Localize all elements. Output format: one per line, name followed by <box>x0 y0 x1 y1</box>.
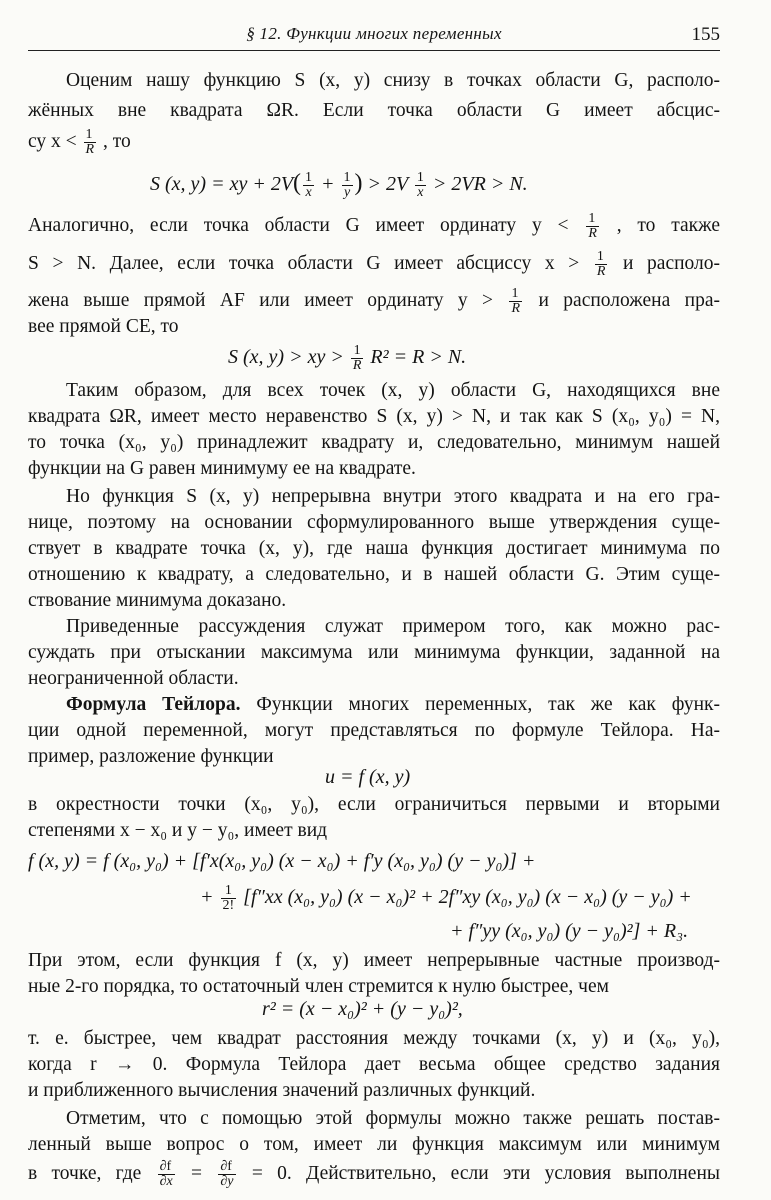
text-line: функции на G равен минимуму ее на квадрате. <box>28 458 416 479</box>
equation-5: r² = (x − x₀)² + (y − y₀)², <box>262 998 463 1020</box>
fraction: $\frac{1}{2!}$ <box>222 882 235 913</box>
text-line: в точке, где $\frac{\partial f}{\partial x}$ = $\frac{\partial f}{\partial y}$ = 0. Действительно, если эти условия выполнены <box>28 1159 720 1189</box>
text-line: когда r → 0. Формула Тейлора дает весьма общее средство задания <box>28 1054 720 1075</box>
fraction: $\frac{1}{R}$ <box>596 249 606 279</box>
equation-3: u = f (x, y) <box>325 766 411 788</box>
text-line: пример, разложение функции <box>28 746 274 767</box>
fraction: $\frac{1}{R}$ <box>588 211 597 241</box>
text-line: суждать при отыскании максимума или минимума функции, заданной на <box>28 642 720 663</box>
text-line: Но функция S (x, y) непрерывна внутри этого квадрата и на его гра- <box>66 486 720 507</box>
text-fragment: , то <box>102 130 131 152</box>
text-line: ленный выше вопрос о том, имеет ли функция максимум или минимум <box>28 1134 720 1155</box>
fraction: $\frac{1}{R}$ <box>352 342 362 373</box>
fraction <box>84 128 97 157</box>
text-line: Оценим нашу функцию S (x, y) снизу в точках области G, располо- <box>66 70 720 91</box>
taylor-equation-line-2 <box>200 882 692 913</box>
fraction: $\frac{1}{y}$ <box>343 169 351 200</box>
text-line: квадрата ΩR, имеет место неравенство S (x, y) > N, и так как S (x₀, y₀) = N, <box>28 406 720 427</box>
denominator: R <box>85 142 95 157</box>
text-fragment: S > N. Далее, если точка области G имеет абсциссу x > <box>28 252 580 274</box>
equation-2 <box>228 342 466 373</box>
text-line: то точка (x₀, y₀) принадлежит квадрату и, следовательно, минимум нашей <box>28 432 720 453</box>
text-line <box>28 692 720 718</box>
text-fragment: и располо- <box>623 252 721 274</box>
text-line: неограниченной области. <box>28 668 239 689</box>
text-fragment: Аналогично, если точка области G имеет ординату y < <box>28 214 569 236</box>
text-line: ствует в квадрате точка (x, y), где наша функция достигает минимума по <box>28 538 720 559</box>
text-line: Отметим, что с помощью этой формулы можно также решать постав- <box>66 1108 720 1129</box>
eq-part: S (x, y) > xy > <box>228 346 344 368</box>
fraction: $\frac{1}{x}$ <box>305 169 313 200</box>
page-header <box>28 24 720 51</box>
text-line: ные 2-го порядка, то остаточный член стремится к нулю быстрее, чем <box>28 976 609 997</box>
text-line: При этом, если функция f (x, y) имеет непрерывные частные производ- <box>28 950 720 971</box>
text-line: ствование минимума доказано. <box>28 590 287 611</box>
text-line: вее прямой CE, то <box>28 316 179 337</box>
text-line: Таким образом, для всех точек (x, y) области G, находящихся вне <box>66 380 720 401</box>
eq-part: [f″xx (x₀, y₀) (x − x₀)² + 2f″xy (x₀, y₀) (x − x₀) (y − y₀) + <box>243 886 692 908</box>
text-line <box>28 250 720 279</box>
fraction: $\frac{1}{R}$ <box>511 286 521 316</box>
text-line: жённых вне квадрата ΩR. Если точка области G имеет абсцис- <box>28 100 720 121</box>
eq-part: > 2V <box>367 173 408 195</box>
fraction: $\frac{\partial f}{\partial y}$ <box>220 1159 234 1189</box>
text-line: нице, поэтому на основании сформулированного выше утверждения суще- <box>28 512 720 533</box>
text-fragment: су x < <box>28 130 77 152</box>
fraction: $\frac{\partial f}{\partial x}$ <box>159 1159 173 1189</box>
text-line: т. е. быстрее, чем квадрат расстояния между точками (x, y) и (x₀, y₀), <box>28 1028 720 1049</box>
section-heading: Формула Тейлора. <box>66 694 241 715</box>
eq-part: R² = R > N. <box>370 346 467 368</box>
text-line: в окрестности точки (x₀, y₀), если ограничиться первыми и вторыми <box>28 794 720 815</box>
text-fragment: = 0. Действительно, если эти условия выполнены <box>251 1162 720 1184</box>
text-fragment: жена выше прямой AF или имеет ординату y > <box>28 289 494 311</box>
taylor-equation-line-3: + f″yy (x₀, y₀) (y − y₀)²] + R₃. <box>450 920 689 942</box>
text-line <box>28 287 720 316</box>
text-line: отношению к квадрату, а следовательно, и в нашей области G. Этим суще- <box>28 564 720 585</box>
page-number: 155 <box>691 24 720 45</box>
text-line: и приближенного вычисления значений различных функций. <box>28 1080 536 1101</box>
text-fragment: , то также <box>616 214 721 236</box>
numerator: 1 <box>84 128 97 143</box>
text-fragment: Функции многих переменных, так же как функ- <box>256 694 720 715</box>
taylor-equation-line-1: f (x, y) = f (x₀, y₀) + [f′x(x₀, y₀) (x − x₀) + f′y (x₀, y₀) (y − y₀)] + <box>28 850 536 872</box>
fraction: $\frac{1}{x}$ <box>416 169 424 200</box>
text-line <box>28 128 720 157</box>
text-line: степенями x − x₀ и y − y₀, имеет вид <box>28 820 328 841</box>
text-line <box>28 212 720 241</box>
running-title: § 12. Функции многих переменных <box>246 24 502 43</box>
text-fragment: и расположена пра- <box>538 289 721 311</box>
eq-part: + <box>200 886 214 908</box>
eq-part: S (x, y) = xy + 2V <box>150 173 294 195</box>
text-line: ции одной переменной, могут представляться по формуле Тейлора. На- <box>28 720 720 741</box>
equation-1: S (x, y) = xy + 2V( $\frac{1}{x}$ + $\frac{1}{y}$ ) > 2V $\frac{1}{x}$ > 2VR > N. <box>150 169 528 200</box>
text-fragment: в точке, где <box>28 1162 142 1184</box>
eq-part: > 2VR > N. <box>432 173 528 195</box>
text-line: Приведенные рассуждения служат примером того, как можно рас- <box>66 616 720 637</box>
